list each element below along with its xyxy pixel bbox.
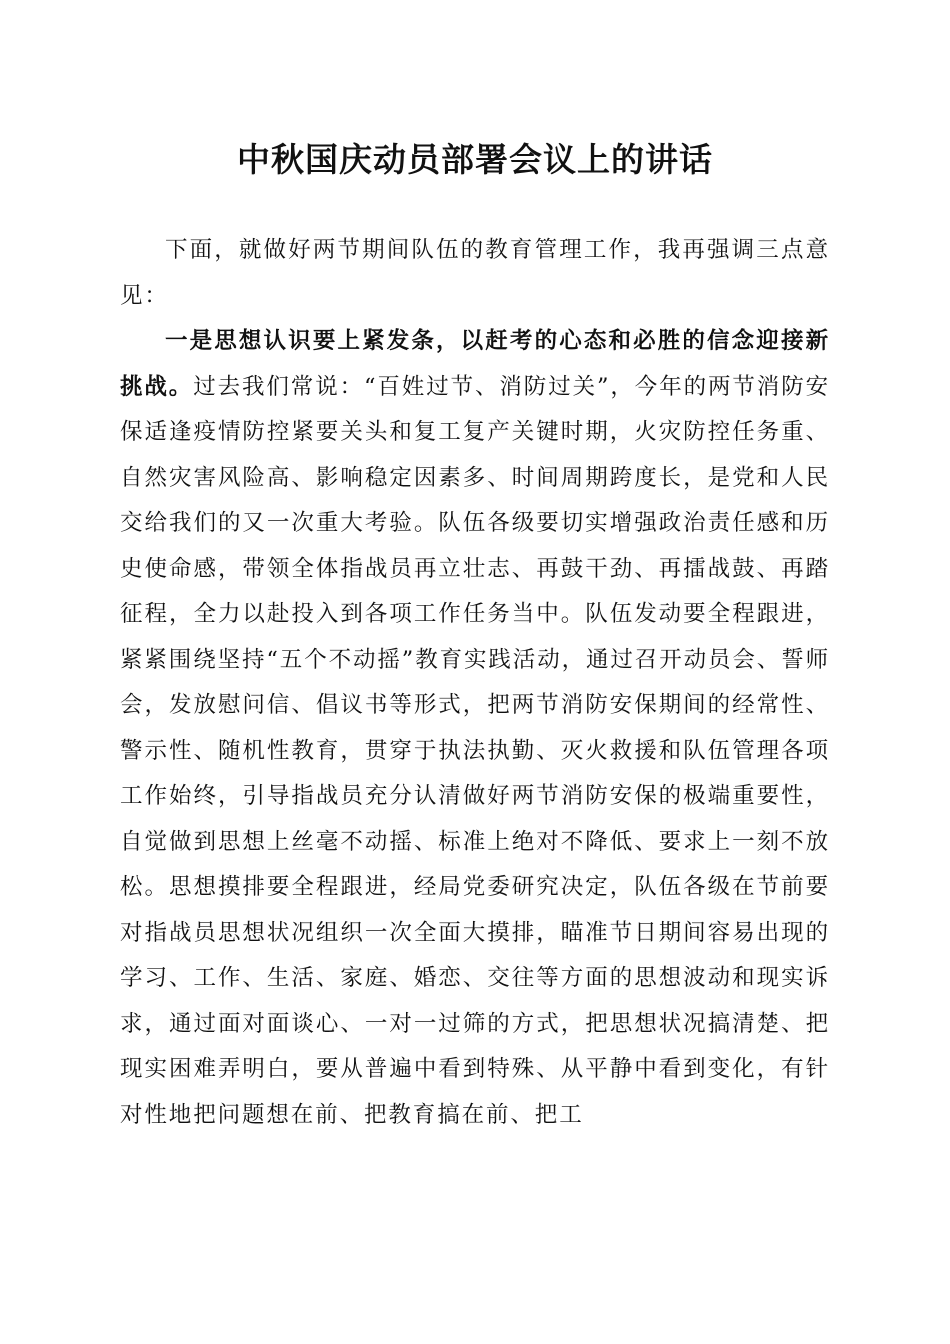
point-one-heading: 一是思想认识要上紧发条，以赶考的心态和必胜的信念迎接新挑战。 [120,328,830,400]
document-body [120,228,830,1138]
paragraph-intro [120,228,830,319]
paragraph-point-one [120,319,830,1138]
point-one-body: 过去我们常说：“百姓过节、消防过关”，今年的两节消防安保适逢疫情防控紧要关头和复工复产关键时期，火灾防控任务重、自然灾害风险高、影响稳定因素多、时间周期跨度长，是党和人民交给我们的又一次重大考验。队伍各级要切实增强政治责任感和历史使命感，带领全体指战员再立壮志、再鼓干劲、再擂战鼓、再踏征程，全力以赴投入到各项工作任务当中。队伍发动要全程跟进，紧紧围绕坚持“五个不动摇”教育实践活动，通过召开动员会、誓师会，发放慰问信、倡议书等形式，把两节消防安保期间的经常性、警示性、随机性教育，贯穿于执法执勤、灭火救援和队伍管理各项工作始终，引导指战员充分认清做好两节消防安保的极端重要性，自觉做到思想上丝毫不动摇、标准上绝对不降低、要求上一刻不放松。思想摸排要全程跟进，经局党委研究决定，队伍各级在节前要对指战员思想状况组织一次全面大摸排，瞄准节日期间容易出现的学习、工作、生活、家庭、婚恋、交往等方面的思想波动和现实诉求，通过面对面谈心、一对一过筛的方式，把思想状况搞清楚、把现实困难弄明白，要从普遍中看到特殊、从平静中看到变化，有针对性地把问题想在前、把教育搞在前、把工 [120,373,831,1128]
paragraph-intro-text: 下面，就做好两节期间队伍的教育管理工作，我再强调三点意见： [120,237,830,309]
document-title: 中秋国庆动员部署会议上的讲话 [237,140,713,179]
